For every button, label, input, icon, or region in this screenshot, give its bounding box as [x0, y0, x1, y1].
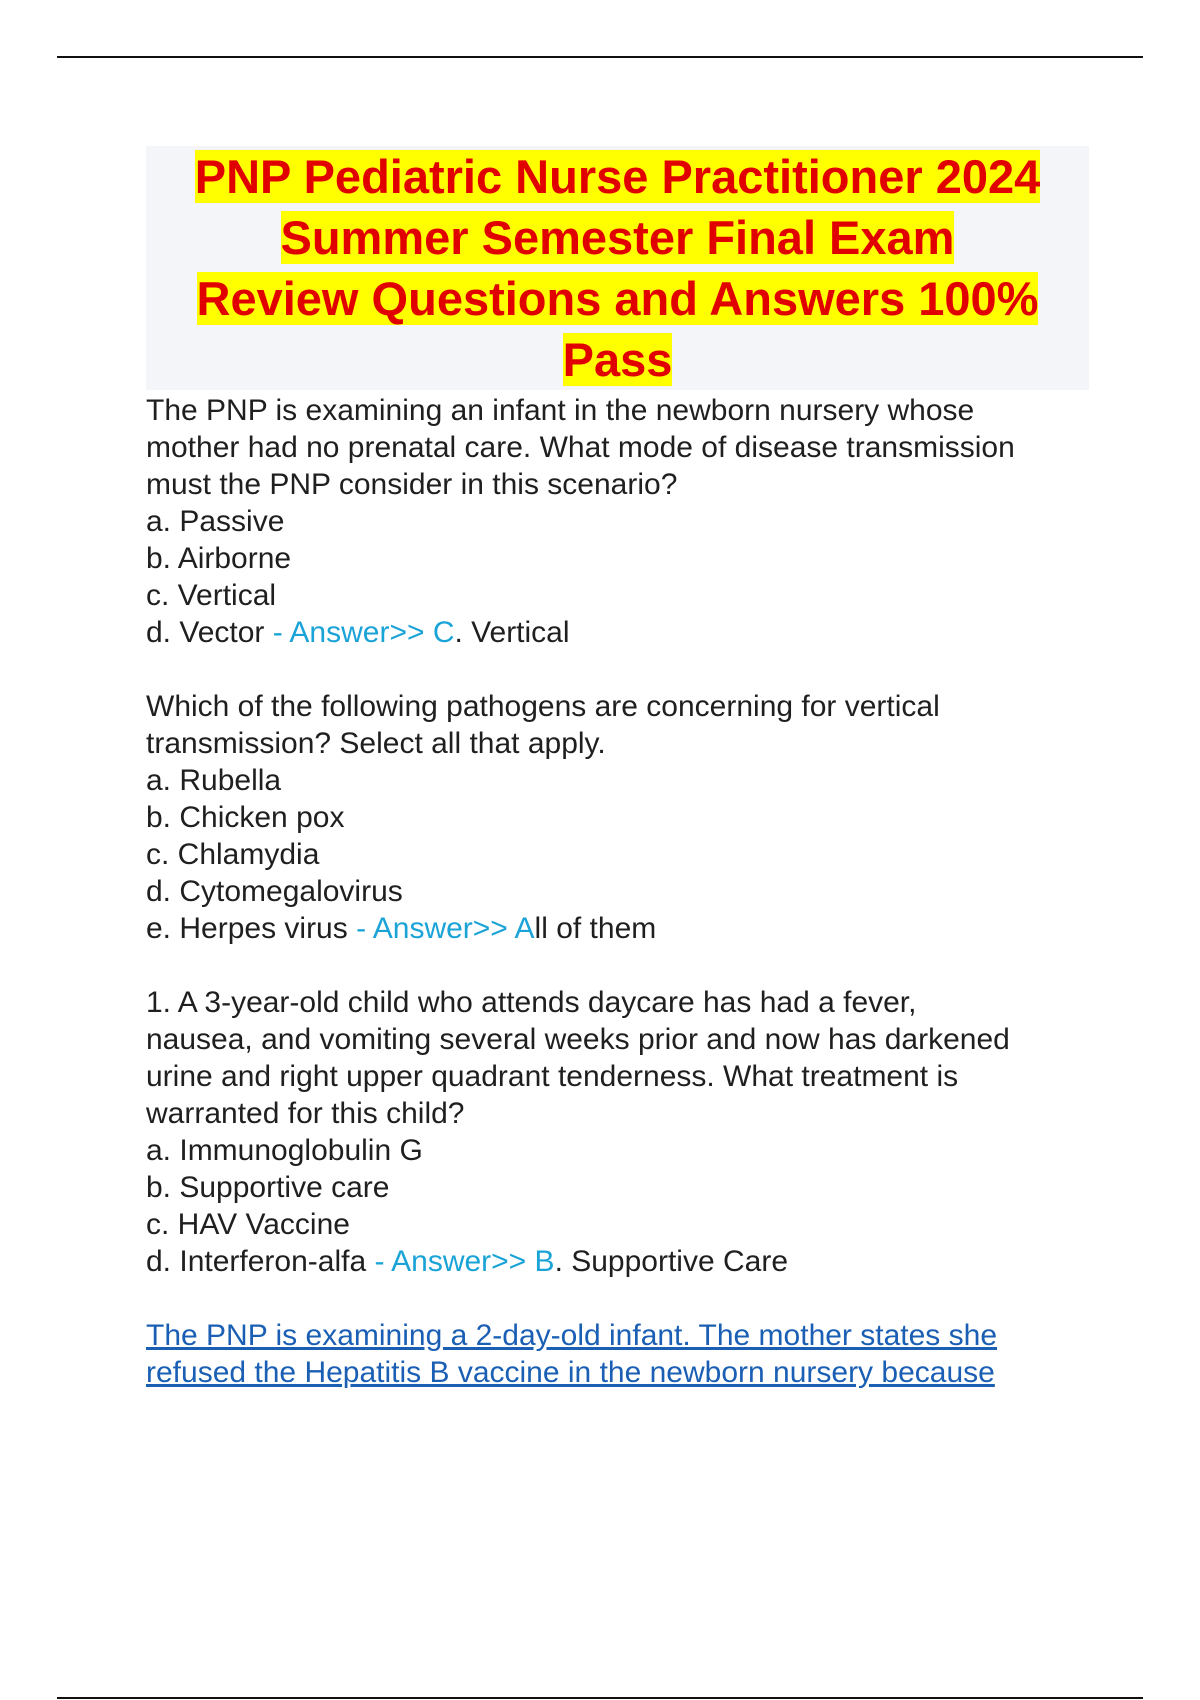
footer-rule [57, 1697, 1143, 1699]
title-line-2: Summer Semester Final Exam [280, 211, 955, 264]
answer-marker: - Answer>> A [347, 912, 535, 945]
option-a: a. Rubella [146, 764, 282, 797]
option-e: e. Herpes virus [146, 912, 348, 945]
answer-line [146, 1243, 1089, 1280]
question-stem-line: The PNP is examining an infant in the newborn nursery whose [146, 394, 975, 427]
option-c: c. Chlamydia [146, 838, 320, 871]
question-stem-line: urine and right upper quadrant tenderness. What treatment is [146, 1060, 959, 1093]
header-rule [57, 56, 1143, 58]
document-title [146, 146, 1089, 390]
option-a: a. Passive [146, 505, 285, 538]
question-block-3 [146, 984, 1089, 1280]
answer-marker: - Answer>> B [366, 1245, 555, 1278]
question-stem-line: mother had no prenatal care. What mode of disease transmission [146, 431, 1015, 464]
question-link[interactable] [146, 1317, 1089, 1391]
option-b: b. Chicken pox [146, 801, 345, 834]
question-link-line-1[interactable]: The PNP is examining a 2-day-old infant. The mother states she [146, 1319, 998, 1352]
answer-marker: - Answer>> C [264, 616, 455, 649]
question-stem-line: warranted for this child? [146, 1097, 465, 1130]
answer-line [146, 614, 1089, 651]
answer-text: . Supportive Care [554, 1245, 789, 1278]
answer-line [146, 910, 1089, 947]
option-d: d. Interferon-alfa [146, 1245, 367, 1278]
question-stem-line: transmission? Select all that apply. [146, 727, 606, 760]
option-d: d. Vector [146, 616, 265, 649]
option-b: b. Airborne [146, 542, 292, 575]
option-a: a. Immunoglobulin G [146, 1134, 423, 1167]
question-link-line-2[interactable]: refused the Hepatitis B vaccine in the newborn nursery because [146, 1356, 995, 1389]
answer-text: ll of them [534, 912, 657, 945]
document-body [146, 146, 1089, 1391]
question-block-2 [146, 688, 1089, 947]
question-block-1 [146, 392, 1089, 651]
question-stem-line: nausea, and vomiting several weeks prior and now has darkened [146, 1023, 1010, 1056]
option-c: c. Vertical [146, 579, 277, 612]
option-c: c. HAV Vaccine [146, 1208, 350, 1241]
question-stem-line: 1. A 3-year-old child who attends daycare has had a fever, [146, 986, 917, 1019]
title-line-4: Pass [562, 333, 673, 386]
title-line-1: PNP Pediatric Nurse Practitioner 2024 [194, 150, 1041, 203]
answer-text: . Vertical [454, 616, 570, 649]
question-stem-line: Which of the following pathogens are concerning for vertical [146, 690, 940, 723]
question-stem-line: must the PNP consider in this scenario? [146, 468, 678, 501]
title-line-3: Review Questions and Answers 100% [196, 272, 1039, 325]
option-b: b. Supportive care [146, 1171, 390, 1204]
option-d: d. Cytomegalovirus [146, 875, 403, 908]
